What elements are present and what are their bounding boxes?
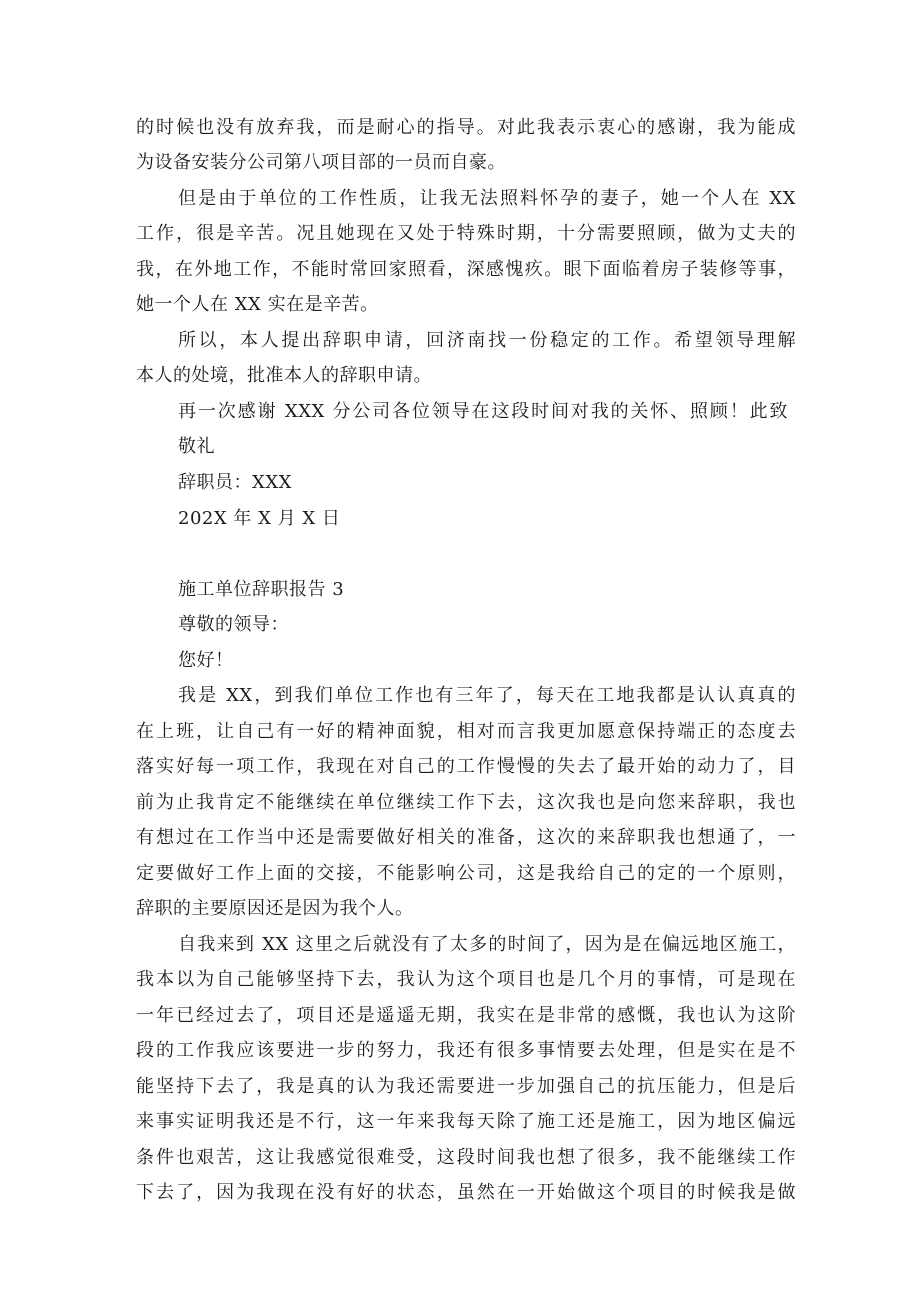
greeting: 尊敬的领导：	[178, 614, 289, 635]
paragraph-line: 一年已经过去了，项目还是遥遥无期，我实在是非常的感慨，我也认为这阶	[136, 1005, 796, 1026]
paragraph-line: 工作，很是辛苦。况且她现在又处于特殊时期，十分需要照顾，做为丈夫的	[136, 223, 796, 244]
paragraph-line: 前为止我肯定不能继续在单位继续工作下去，这次我也是向您来辞职，我也	[136, 792, 796, 813]
paragraph-line: 所以，本人提出辞职申请，回济南找一份稳定的工作。希望领导理解	[178, 330, 796, 351]
paragraph-line: 落实好每一项工作，我现在对自己的工作慢慢的失去了最开始的动力了，目	[136, 756, 796, 777]
signature: 辞职员：XXX	[178, 472, 292, 493]
greeting-hello: 您好！	[178, 650, 234, 671]
paragraph-line: 下去了，因为我现在没有好的状态，虽然在一开始做这个项目的时候我是做	[136, 1182, 796, 1203]
paragraph-line: 我，在外地工作，不能时常回家照看，深感愧疚。眼下面临着房子装修等事，	[136, 259, 796, 280]
paragraph-line: 有想过在工作当中还是需要做好相关的准备，这次的来辞职我也想通了，一	[136, 827, 796, 848]
section-title: 施工单位辞职报告 3	[178, 579, 345, 600]
paragraph-line: 为设备安装分公司第八项目部的一员而自豪。	[136, 152, 506, 173]
paragraph-line: 本人的处境，批准本人的辞职申请。	[136, 365, 432, 386]
paragraph-line: 但是由于单位的工作性质，让我无法照料怀孕的妻子，她一个人在 XX	[178, 188, 796, 209]
paragraph-line: 我本以为自己能够坚持下去，我认为这个项目也是几个月的事情，可是现在	[136, 969, 796, 990]
paragraph-line: 能坚持下去了，我是真的认为我还需要进一步加强自己的抗压能力，但是后	[136, 1076, 796, 1097]
paragraph-line: 条件也艰苦，这让我感觉很难受，这段时间我也想了很多，我不能继续工作	[136, 1147, 796, 1168]
paragraph-line: 辞职的主要原因还是因为我个人。	[136, 898, 414, 919]
paragraph-line: 的时候也没有放弃我，而是耐心的指导。对此我表示衷心的感谢，我为能成	[136, 117, 796, 138]
paragraph-line: 在上班，让自己有一好的精神面貌，相对而言我更加愿意保持端正的态度去	[136, 721, 796, 742]
closing-line: 再一次感谢 XXX 分公司各位领导在这段时间对我的关怀、照顾！此致	[178, 401, 788, 422]
salutation: 敬礼	[178, 436, 215, 457]
paragraph-line: 我是 XX，到我们单位工作也有三年了，每天在工地我都是认认真真的	[178, 685, 796, 706]
paragraph-line: 自我来到 XX 这里之后就没有了太多的时间了，因为是在偏远地区施工，	[178, 934, 796, 955]
date-line: 202X 年 X 月 X 日	[178, 508, 341, 529]
paragraph-line: 来事实证明我还是不行，这一年来我每天除了施工还是施工，因为地区偏远	[136, 1111, 796, 1132]
paragraph-line: 段的工作我应该要进一步的努力，我还有很多事情要去处理，但是实在是不	[136, 1040, 796, 1061]
paragraph-line: 定要做好工作上面的交接，不能影响公司，这是我给自己的定的一个原则，	[136, 863, 796, 884]
paragraph-line: 她一个人在 XX 实在是辛苦。	[136, 294, 379, 315]
